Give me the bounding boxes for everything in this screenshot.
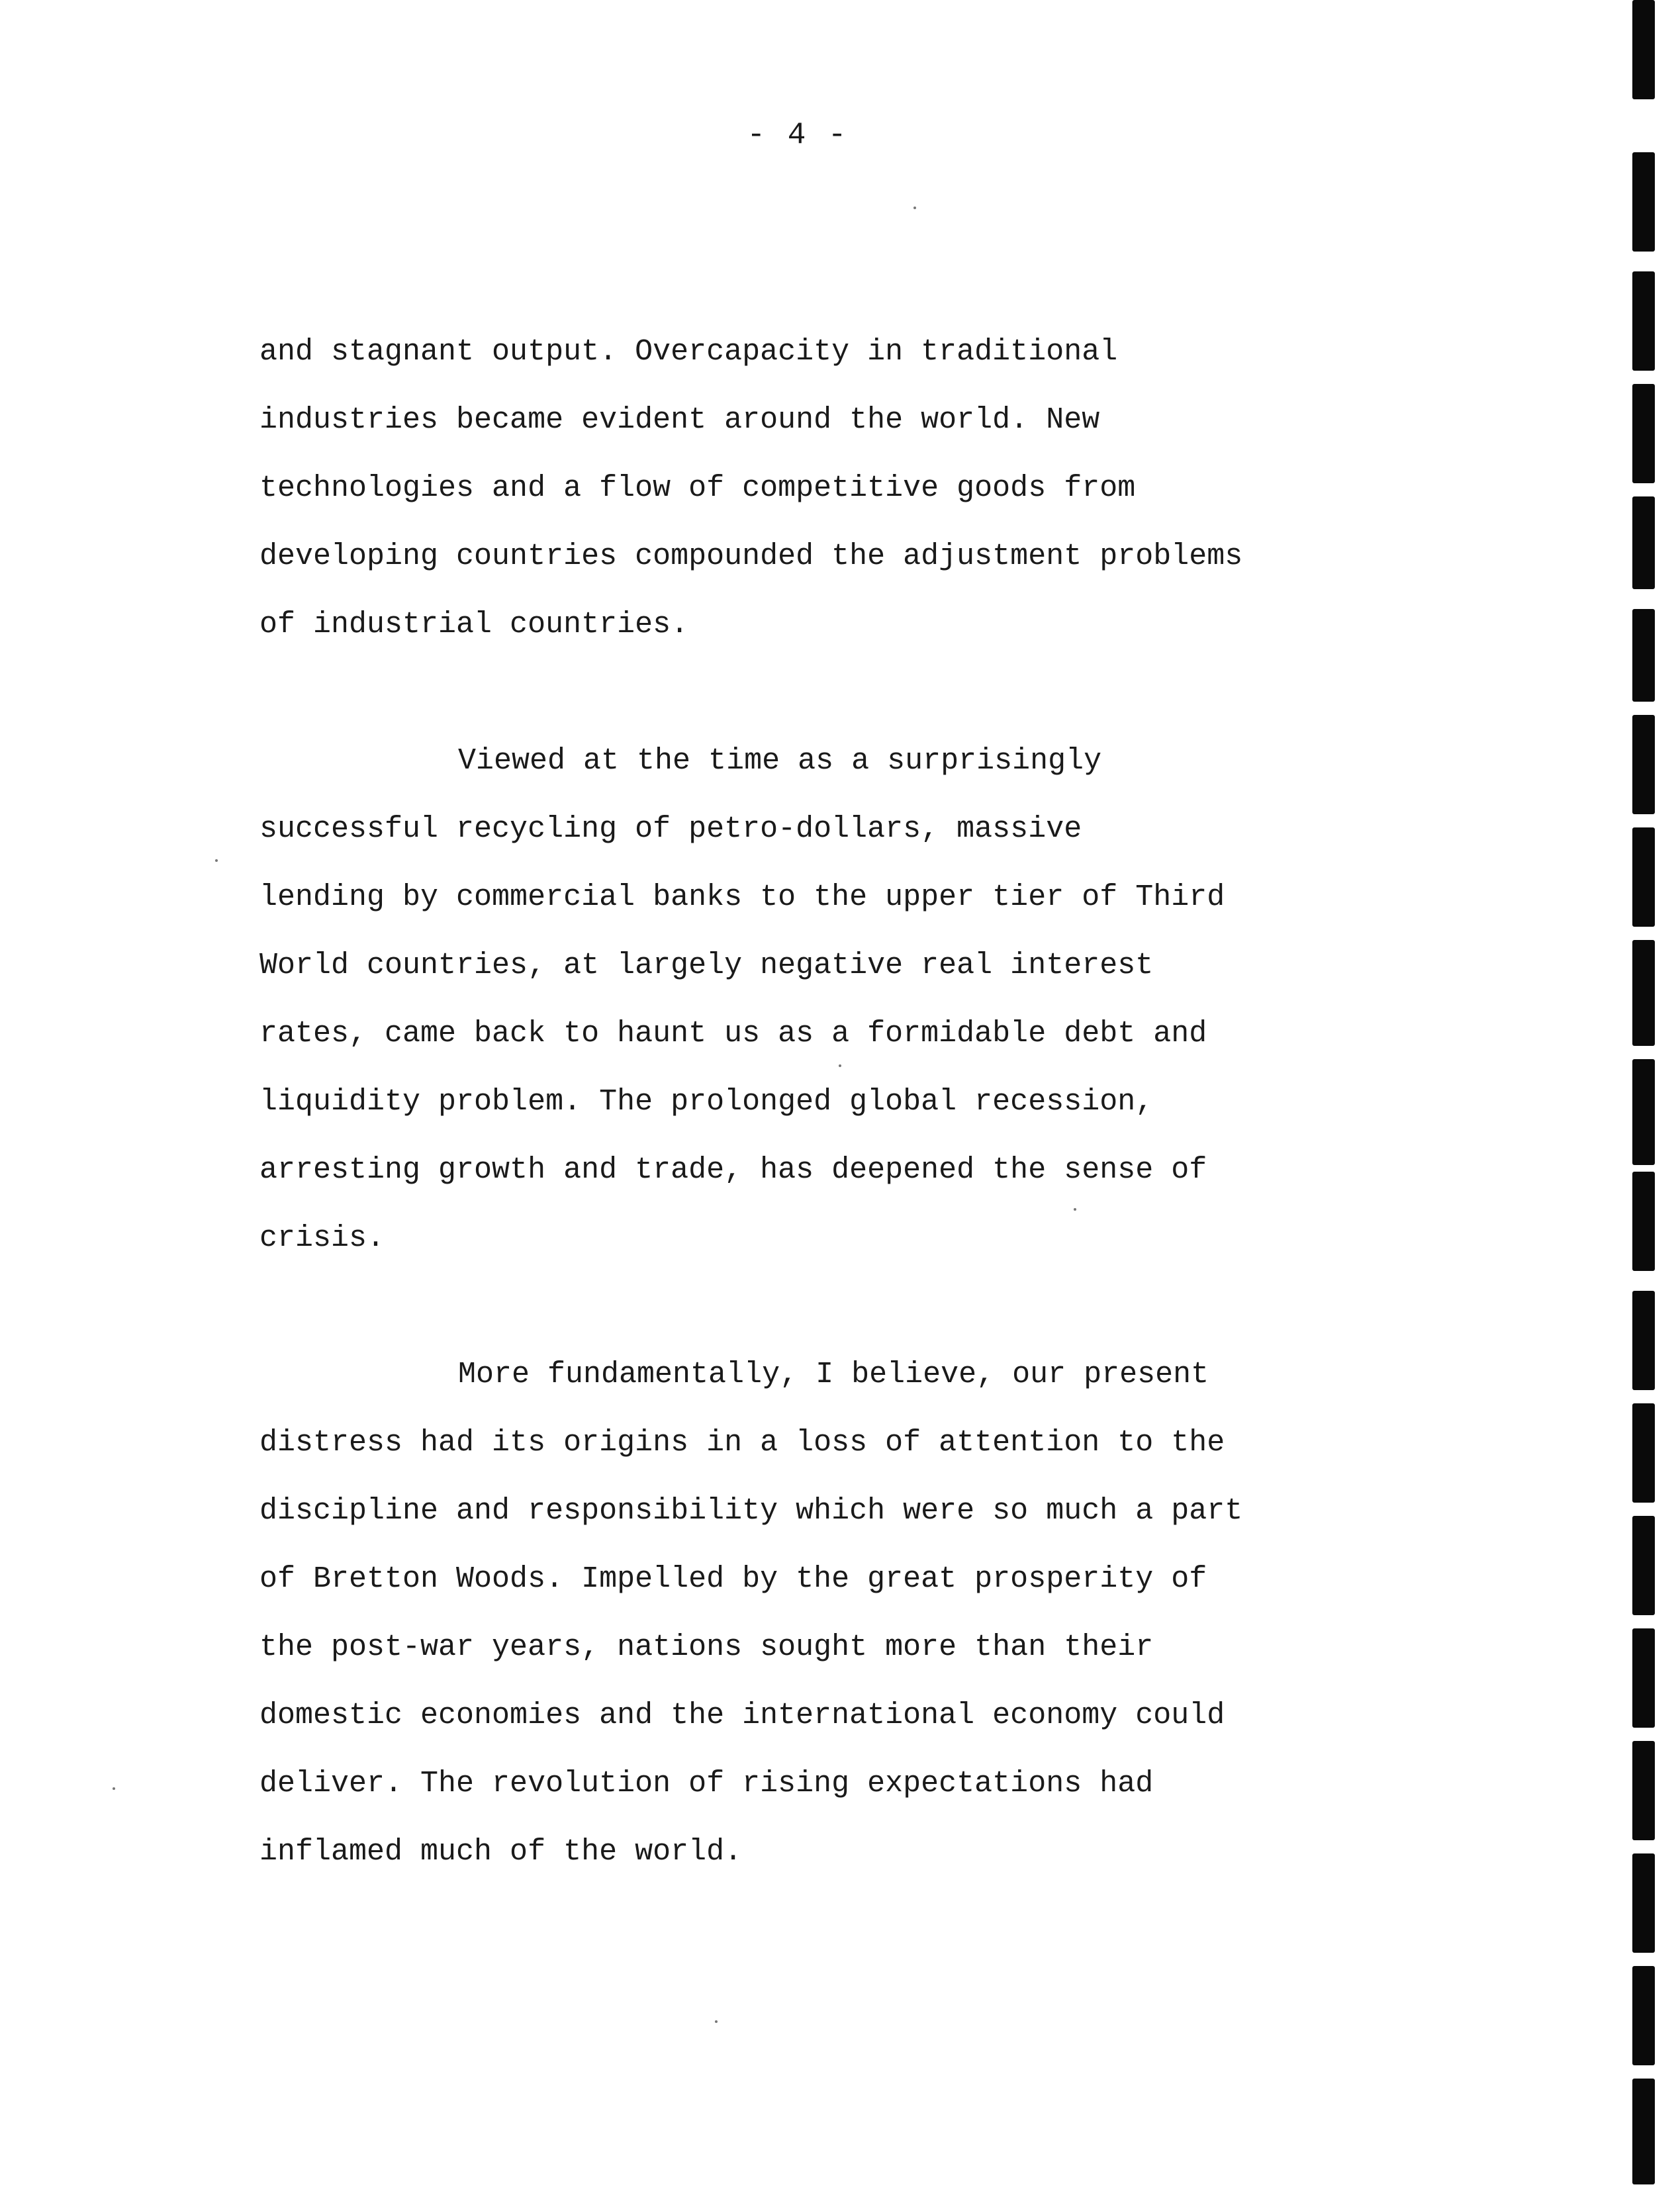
scan-speck — [715, 2020, 718, 2023]
binding-mark — [1632, 496, 1655, 589]
binding-mark — [1632, 152, 1655, 252]
binding-mark — [1632, 1516, 1655, 1615]
scan-speck — [839, 1064, 841, 1067]
body-text — [259, 318, 1398, 1886]
binding-mark — [1632, 609, 1655, 702]
scan-speck — [913, 207, 916, 209]
paragraph-2 — [259, 727, 1398, 1272]
page-number: - 4 - — [747, 118, 849, 152]
paragraph-2-text: Viewed at the time as a surprisingly successful recycling of petro-dollars, massive lending by commercial banks to the upper tier of Third World countries, at largely negative real interest rates, came back to haunt us as a formidable debt and liquidity problem. The prolonged global recession, arresting growth and trade, has deepened the sense of crisis. — [259, 744, 1225, 1255]
binding-mark — [1632, 1741, 1655, 1840]
paragraph-3 — [259, 1340, 1398, 1886]
paragraph-3-text: More fundamentally, I believe, our present distress had its origins in a loss of attention to the discipline and responsibility which were so much a part of Bretton Woods. Impelled by the great prosperity of the post-war years, nations sought more than their domestic economies and the international economy could deliver. The revolution of rising expectations had inflamed much of the world. — [259, 1358, 1243, 1869]
binding-mark — [1632, 715, 1655, 814]
binding-mark — [1632, 2079, 1655, 2184]
binding-mark — [1632, 827, 1655, 927]
scan-speck — [113, 1787, 115, 1790]
paragraph-1 — [259, 318, 1398, 659]
binding-mark — [1632, 1172, 1655, 1271]
binding-mark — [1632, 271, 1655, 371]
binding-mark — [1632, 1853, 1655, 1953]
binding-mark — [1632, 1628, 1655, 1728]
binding-mark — [1632, 1966, 1655, 2065]
paragraph-1-text: and stagnant output. Overcapacity in traditional industries became evident around the world. New technologies and a flow of competitive goods from developing countries compounded the adjustment problems of industrial countries. — [259, 335, 1243, 641]
binding-mark — [1632, 384, 1655, 483]
binding-marks — [1607, 0, 1680, 2201]
scan-speck — [215, 859, 218, 862]
binding-mark — [1632, 1403, 1655, 1503]
binding-mark — [1632, 0, 1655, 99]
binding-mark — [1632, 940, 1655, 1046]
binding-mark — [1632, 1059, 1655, 1165]
scan-speck — [1074, 1208, 1076, 1211]
binding-mark — [1632, 1291, 1655, 1390]
